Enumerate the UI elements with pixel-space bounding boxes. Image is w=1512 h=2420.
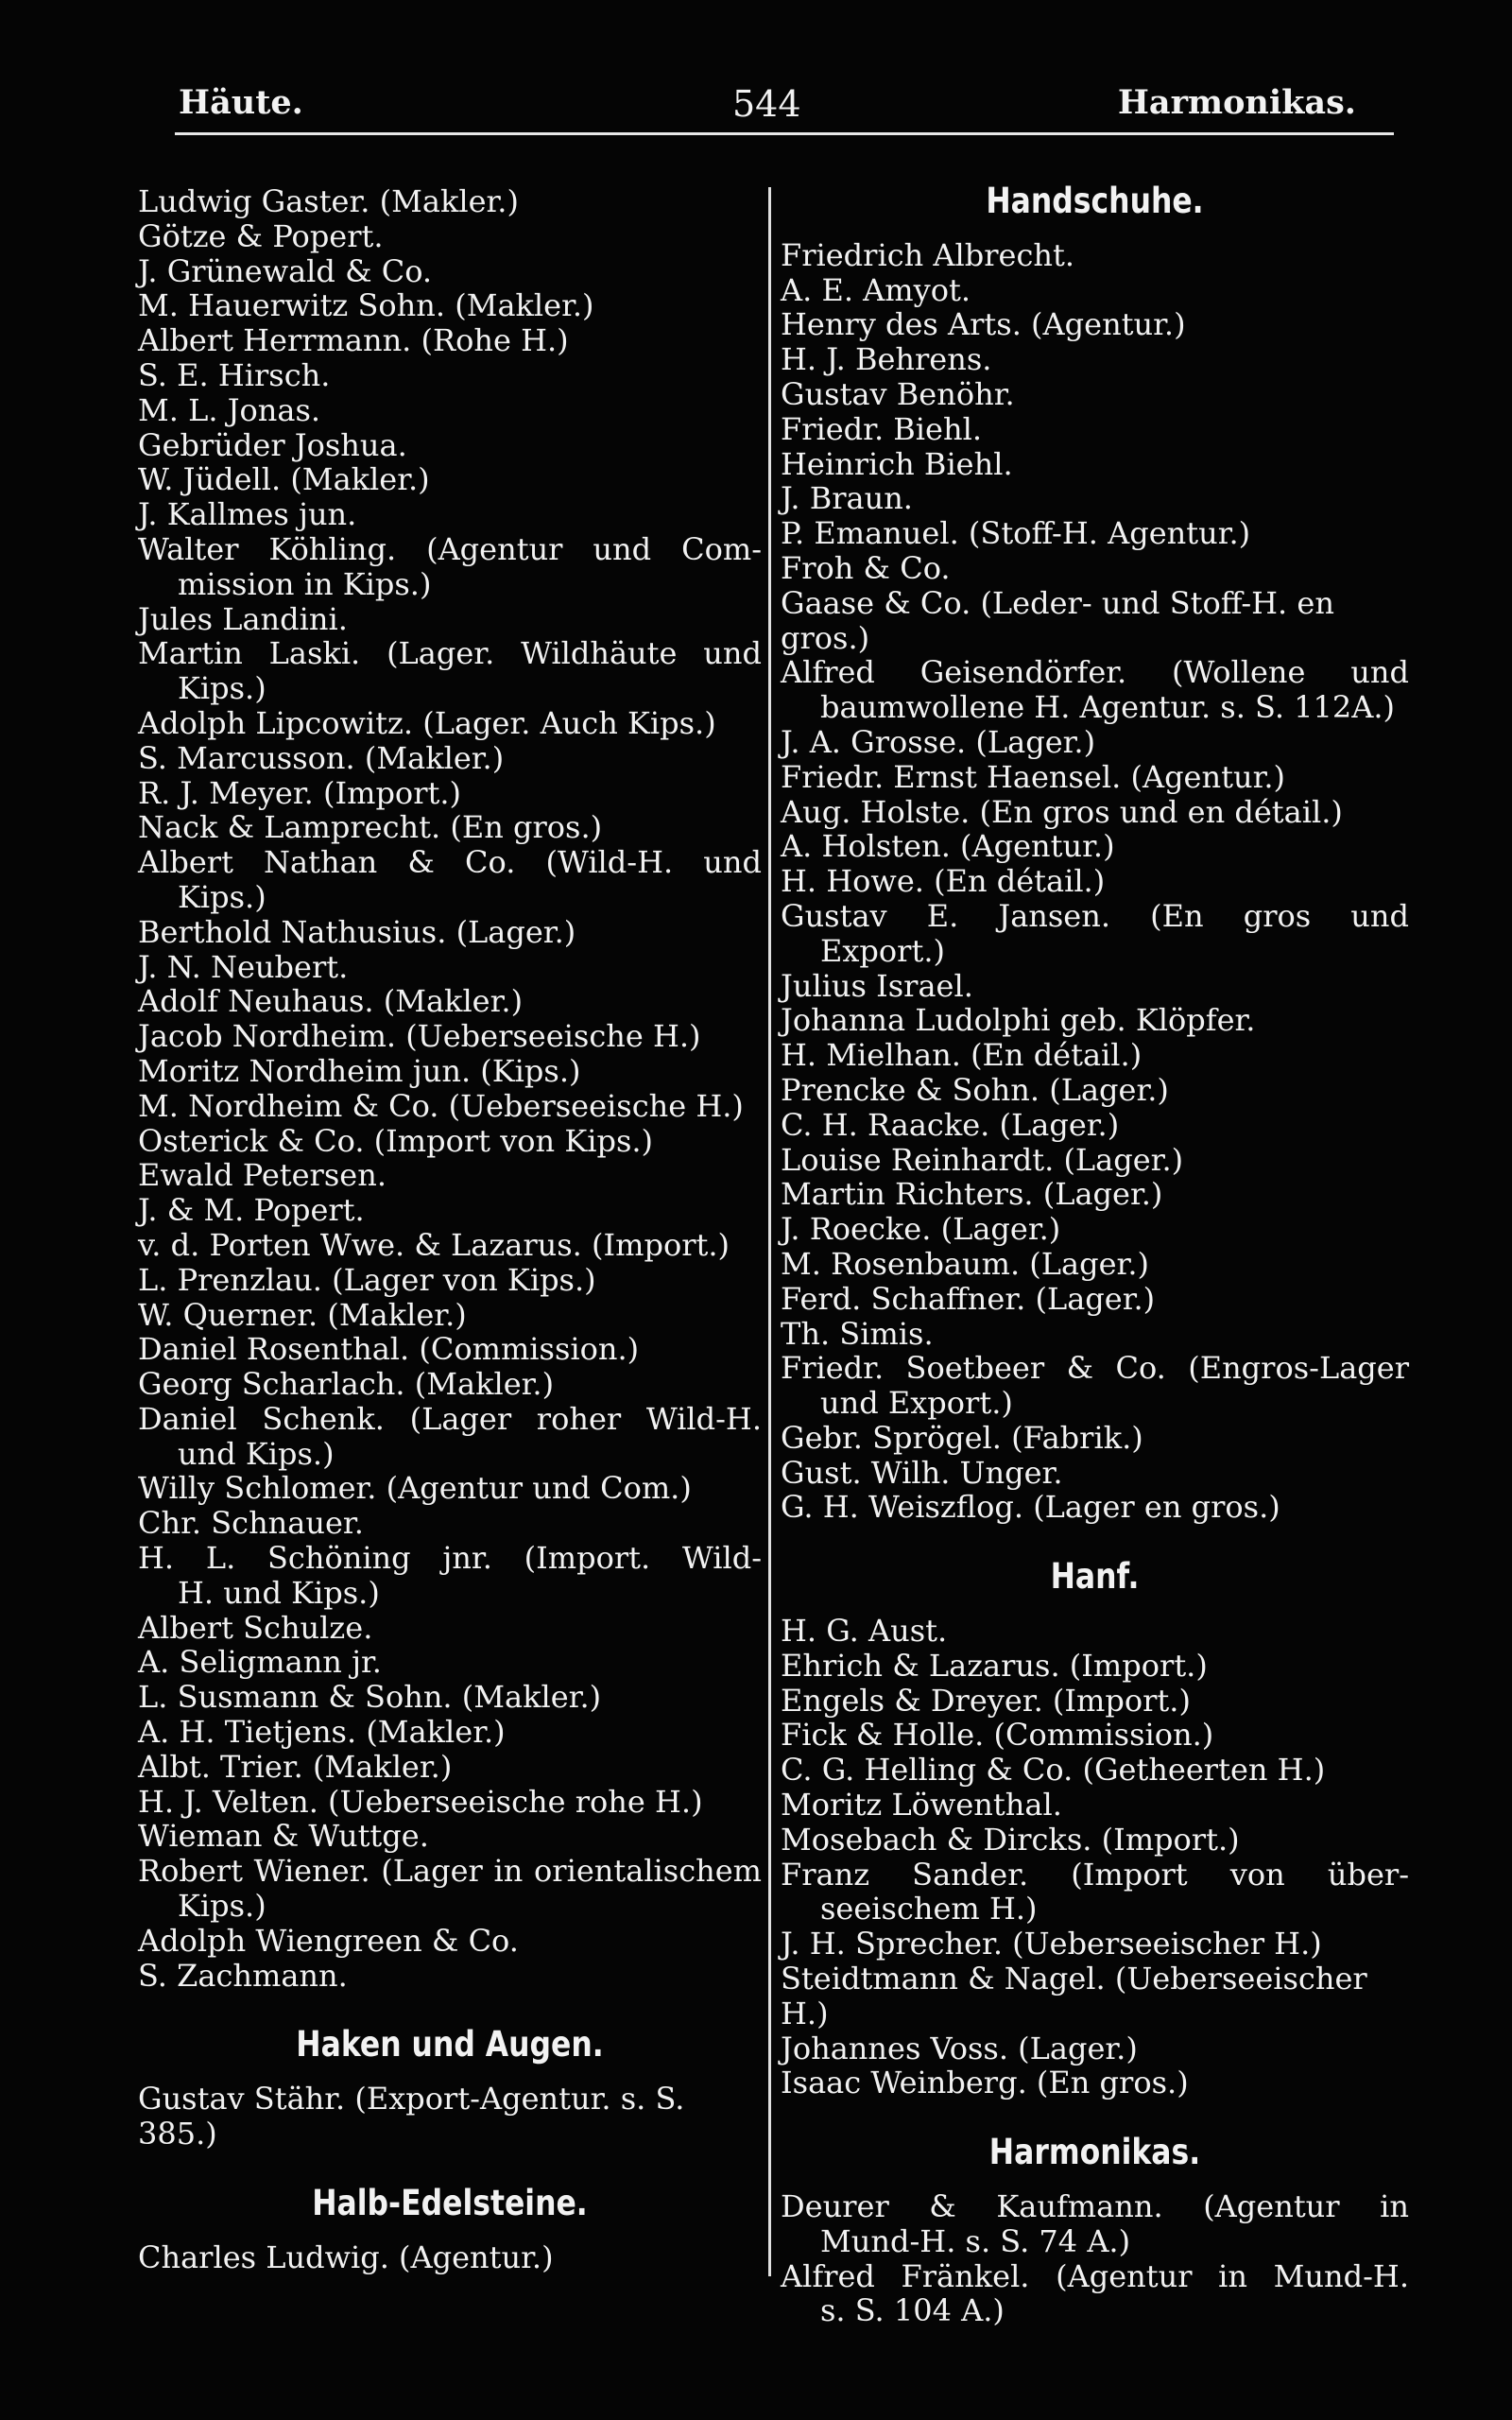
directory-entry: Moritz Löwenthal.	[781, 1787, 1062, 1824]
directory-entry: J. A. Grosse. (Lager.)	[781, 723, 1096, 760]
entry-continuation: seeischem H.)	[820, 1891, 1038, 1927]
directory-entry: v. d. Porten Wwe. & Lazarus. (Import.)	[138, 1226, 730, 1263]
section-heading-handschuhe: Handschuhe.	[986, 181, 1204, 221]
directory-entry: Louise Reinhardt. (Lager.)	[781, 1141, 1184, 1178]
running-head-right: Harmonikas.	[1117, 83, 1356, 122]
directory-entry: Friedr. Soetbeer & Co. (Engros-Lager	[781, 1350, 1409, 1387]
directory-entry: Friedr. Biehl.	[781, 410, 982, 447]
directory-entry: Franz Sander. (Import von über-	[781, 1856, 1409, 1893]
directory-entry: Chr. Schnauer.	[138, 1505, 364, 1542]
directory-entry: Jacob Nordheim. (Ueberseeische H.)	[138, 1018, 701, 1055]
directory-entry: J. N. Neubert.	[138, 948, 349, 985]
directory-entry: Albert Herrmann. (Rohe H.)	[138, 322, 569, 359]
directory-entry: Berthold Nathusius. (Lager.)	[138, 913, 576, 950]
directory-entry: Gaase & Co. (Leder- und Stoff-H. en gros.)	[781, 584, 1345, 656]
directory-entry: Albert Nathan & Co. (Wild-H. und	[138, 844, 762, 881]
directory-entry: Friedrich Albrecht.	[781, 236, 1075, 273]
directory-entry: Wieman & Wuttge.	[138, 1818, 429, 1855]
directory-entry: Alfred Fränkel. (Agentur in Mund-H.	[781, 2257, 1409, 2294]
directory-entry: R. J. Meyer. (Import.)	[138, 774, 461, 811]
section-handschuhe-entries	[781, 238, 1409, 1525]
directory-entry: Alfred Geisendörfer. (Wollene und	[781, 654, 1409, 691]
running-head-left: Häute.	[179, 83, 303, 122]
directory-entry: S. E. Hirsch.	[138, 356, 331, 393]
directory-entry: Martin Laski. (Lager. Wildhäute und	[138, 635, 762, 672]
directory-entry: A. E. Amyot.	[781, 271, 971, 308]
directory-entry: Georg Scharlach. (Makler.)	[138, 1366, 555, 1403]
directory-entry: Gebr. Sprögel. (Fabrik.)	[781, 1419, 1143, 1456]
right-column	[781, 181, 1409, 2329]
directory-entry: Heinrich Biehl.	[781, 445, 1013, 482]
directory-entry: H. G. Aust.	[781, 1613, 948, 1650]
directory-entry: H. Mielhan. (En détail.)	[781, 1037, 1143, 1074]
section-harmonikas-entries	[781, 2189, 1409, 2328]
directory-entry: A. H. Tietjens. (Makler.)	[138, 1714, 506, 1751]
directory-entry: Charles Ludwig. (Agentur.)	[138, 2238, 554, 2275]
directory-entry: Adolph Wiengreen & Co.	[138, 1922, 519, 1959]
section-halb-entries	[138, 2240, 762, 2275]
directory-entry: Gebrüder Joshua.	[138, 426, 407, 463]
entry-continuation: und Kips.)	[178, 1435, 335, 1472]
directory-entry: Albert Schulze.	[138, 1609, 373, 1646]
directory-entry: Gust. Wilh. Unger.	[781, 1454, 1063, 1491]
left-column	[138, 184, 762, 2274]
entry-continuation: Kips.)	[178, 878, 266, 915]
section-haeute-entries	[138, 184, 762, 1993]
directory-entry: Nack & Lamprecht. (En gros.)	[138, 809, 603, 846]
directory-entry: Moritz Nordheim jun. (Kips.)	[138, 1052, 581, 1089]
directory-entry: Fick & Holle. (Commission.)	[781, 1717, 1214, 1754]
directory-entry: H. J. Velten. (Ueberseeische rohe H.)	[138, 1783, 703, 1820]
directory-entry: A. Holsten. (Agentur.)	[781, 828, 1115, 865]
entry-continuation: Kips.)	[178, 1888, 266, 1925]
section-heading-halb-edelsteine: Halb-Edelsteine.	[312, 2182, 588, 2223]
directory-entry: L. Prenzlau. (Lager von Kips.)	[138, 1261, 596, 1298]
directory-entry: J. Grünewald & Co.	[138, 252, 433, 289]
section-heading-harmonikas: Harmonikas.	[988, 2132, 1201, 2173]
directory-entry: Ehrich & Lazarus. (Import.)	[781, 1647, 1208, 1684]
entry-continuation: mission in Kips.)	[178, 565, 432, 602]
entry-continuation: Mund-H. s. S. 74 A.)	[820, 2222, 1131, 2259]
entry-continuation: baumwollene H. Agentur. s. S. 112A.)	[820, 689, 1396, 726]
directory-entry: S. Marcusson. (Makler.)	[138, 739, 505, 776]
directory-entry: Steidtmann & Nagel. (Ueberseeischer H.)	[781, 1961, 1377, 2031]
directory-entry: Willy Schlomer. (Agentur und Com.)	[138, 1470, 692, 1507]
directory-entry: J. H. Sprecher. (Ueberseeischer H.)	[781, 1926, 1322, 1962]
directory-entry: Osterick & Co. (Import von Kips.)	[138, 1122, 654, 1159]
directory-entry: Adolf Neuhaus. (Makler.)	[138, 983, 524, 1020]
directory-entry: Martin Richters. (Lager.)	[781, 1176, 1163, 1213]
section-heading-hanf: Hanf.	[1050, 1556, 1140, 1598]
page-number: 544	[732, 83, 801, 125]
directory-entry: Julius Israel.	[781, 967, 973, 1004]
entry-continuation: Export.)	[820, 932, 945, 969]
directory-entry: M. Hauerwitz Sohn. (Makler.)	[138, 287, 594, 324]
column-divider	[768, 187, 771, 2276]
directory-entry: W. Querner. (Makler.)	[138, 1296, 467, 1333]
directory-entry: J. & M. Popert.	[138, 1192, 365, 1229]
directory-entry: Aug. Holste. (En gros und en détail.)	[781, 793, 1343, 830]
directory-entry: Friedr. Ernst Haensel. (Agentur.)	[781, 758, 1285, 795]
directory-entry: S. Zachmann.	[138, 1957, 348, 1994]
directory-entry: J. Roecke. (Lager.)	[781, 1211, 1061, 1248]
directory-entry: Götze & Popert.	[138, 217, 384, 254]
directory-entry: Isaac Weinberg. (En gros.)	[781, 2065, 1189, 2101]
directory-entry: C. H. Raacke. (Lager.)	[781, 1106, 1120, 1143]
directory-entry: A. Seligmann jr.	[138, 1644, 382, 1681]
entry-continuation: s. S. 104 A.)	[820, 2292, 1005, 2329]
directory-entry: Johanna Ludolphi geb. Klöpfer.	[781, 1002, 1256, 1039]
running-head	[175, 83, 1356, 130]
directory-entry: Engels & Dreyer. (Import.)	[781, 1682, 1191, 1719]
directory-entry: P. Emanuel. (Stoff-H. Agentur.)	[781, 515, 1251, 552]
directory-entry: M. Nordheim & Co. (Ueberseeische H.)	[138, 1087, 744, 1124]
entry-continuation: und Export.)	[820, 1385, 1013, 1422]
directory-entry: Froh & Co.	[781, 549, 951, 586]
section-haken-entries	[138, 2082, 762, 2152]
directory-entry: Gustav E. Jansen. (En gros und	[781, 897, 1409, 934]
directory-entry: Ludwig Gaster. (Makler.)	[138, 183, 519, 219]
directory-entry: Ewald Petersen.	[138, 1157, 387, 1194]
directory-entry: Albt. Trier. (Makler.)	[138, 1748, 453, 1785]
directory-entry: Daniel Schenk. (Lager roher Wild-H.	[138, 1400, 762, 1437]
directory-entry: H. Howe. (En détail.)	[781, 863, 1106, 900]
section-hanf-entries	[781, 1614, 1409, 2100]
directory-entry: Adolph Lipcowitz. (Lager. Auch Kips.)	[138, 704, 716, 741]
directory-entry: J. Braun.	[781, 480, 913, 517]
directory-entry: Jules Landini.	[138, 600, 348, 637]
directory-entry: Deurer & Kaufmann. (Agentur in	[781, 2188, 1409, 2225]
directory-entry: Mosebach & Dircks. (Import.)	[781, 1821, 1240, 1858]
directory-entry: W. Jüdell. (Makler.)	[138, 461, 430, 498]
entry-continuation: Kips.)	[178, 670, 266, 707]
directory-entry: L. Susmann & Sohn. (Makler.)	[138, 1679, 602, 1716]
directory-entry: Th. Simis.	[781, 1315, 934, 1352]
directory-entry: G. H. Weiszflog. (Lager en gros.)	[781, 1489, 1280, 1526]
directory-entry: Ferd. Schaffner. (Lager.)	[781, 1280, 1156, 1317]
directory-entry: M. L. Jonas.	[138, 391, 321, 428]
directory-entry: C. G. Helling & Co. (Getheerten H.)	[781, 1752, 1326, 1789]
directory-entry: H. J. Behrens.	[781, 341, 992, 378]
directory-entry: J. Kallmes jun.	[138, 496, 357, 533]
directory-entry: Henry des Arts. (Agentur.)	[781, 306, 1186, 343]
directory-entry: Daniel Rosenthal. (Commission.)	[138, 1331, 640, 1368]
directory-entry: Walter Köhling. (Agentur und Com-	[138, 530, 762, 567]
directory-entry: H. L. Schöning jnr. (Import. Wild-	[138, 1540, 762, 1577]
directory-entry: Prencke & Sohn. (Lager.)	[781, 1071, 1169, 1108]
directory-entry: Johannes Voss. (Lager.)	[781, 2030, 1138, 2066]
section-heading-haken-und-augen: Haken und Augen.	[296, 2024, 604, 2066]
entry-continuation: H. und Kips.)	[178, 1574, 380, 1611]
directory-entry: M. Rosenbaum. (Lager.)	[781, 1245, 1149, 1282]
header-rule	[175, 132, 1394, 135]
directory-entry: Gustav Benöhr.	[781, 375, 1015, 412]
directory-entry: Gustav Stähr. (Export-Agentur. s. S. 385.)	[138, 2081, 695, 2152]
directory-entry: Robert Wiener. (Lager in orientalischem	[138, 1853, 762, 1890]
